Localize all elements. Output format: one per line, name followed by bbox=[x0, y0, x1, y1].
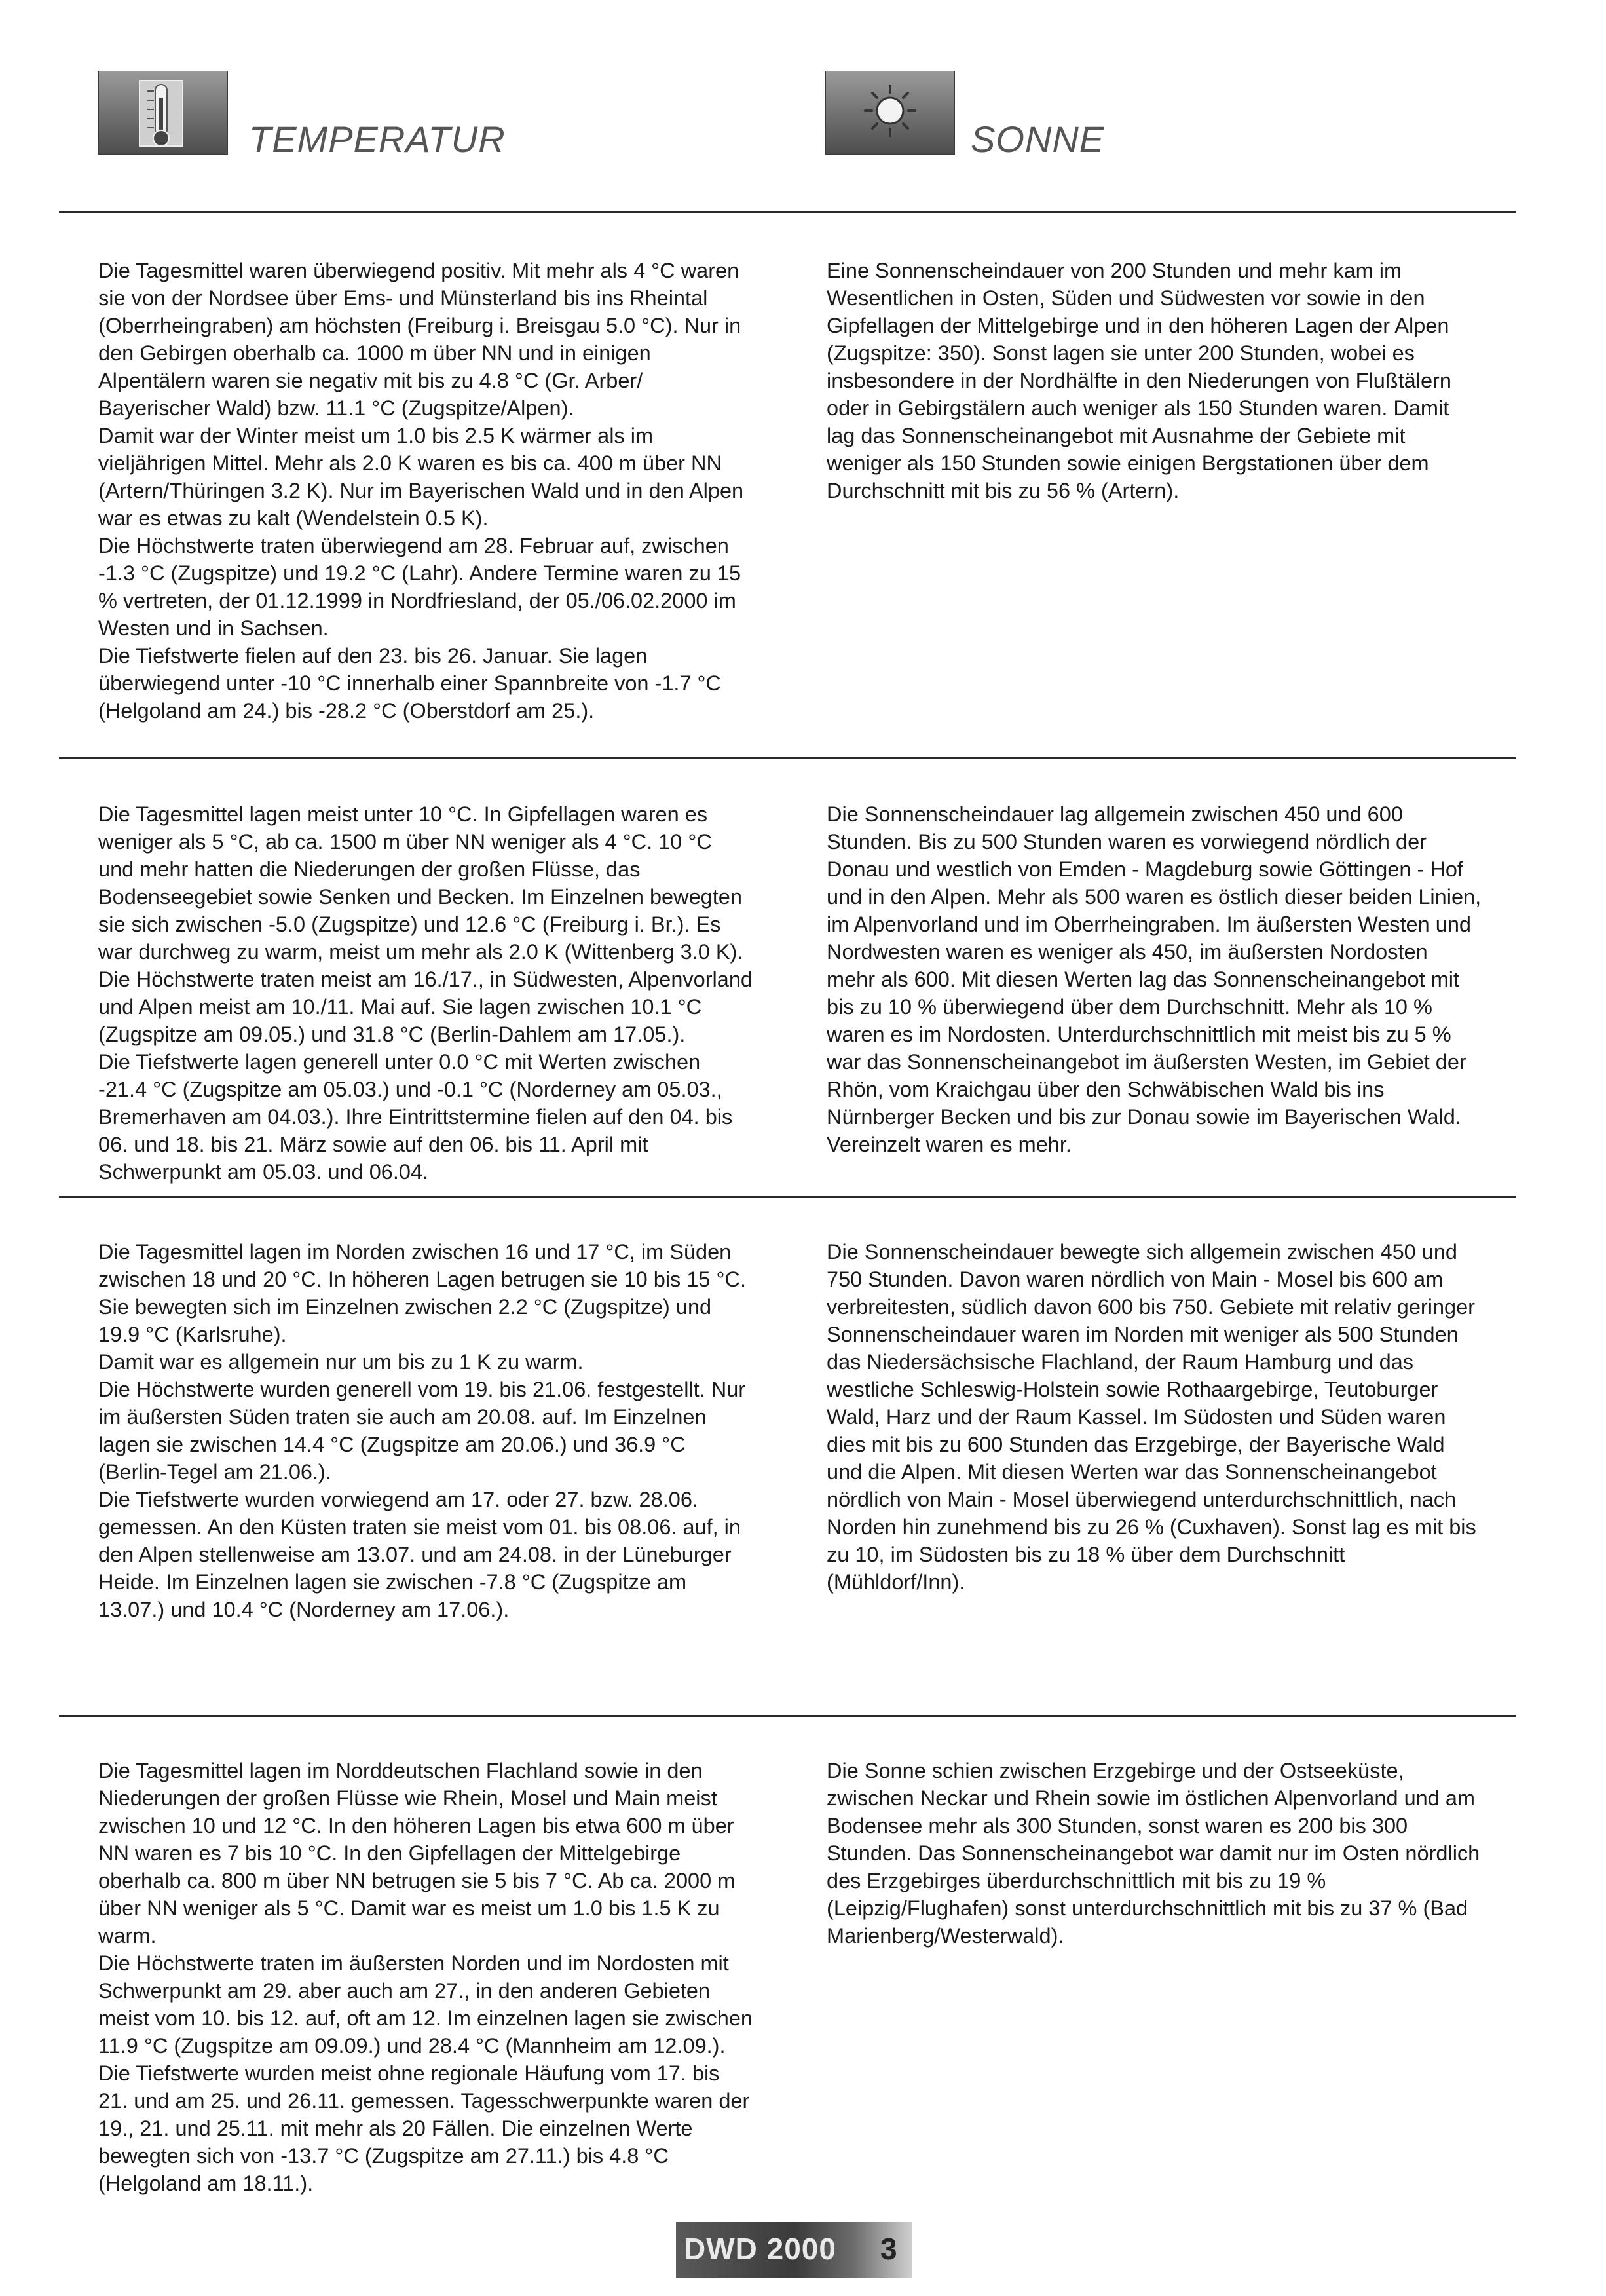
paragraph: Damit war es allgemein nur um bis zu 1 K zu warm. bbox=[98, 1350, 584, 1374]
temperature-text-2 bbox=[98, 800, 753, 1186]
sun-icon bbox=[825, 71, 955, 155]
paragraph: Die Tagesmittel waren überwiegend positiv. Mit mehr als 4 °C waren sie von der Nordsee über Ems- und Münsterland bis ins Rheintal (Oberrheingraben) am höchsten (Freiburg i. Breisgau 5.0 °C). Nur in den Gebirgen oberhalb ca. 1000 m über NN und in einigen Alpentälern waren sie negativ mit bis zu 4.8 °C (Gr. Arber/ Bayerischer Wald) bzw. 11.1 °C (Zugspitze/Alpen). bbox=[98, 259, 741, 420]
sun-text-1 bbox=[827, 257, 1482, 504]
paragraph: Die Tagesmittel lagen im Norden zwischen 16 und 17 °C, im Süden zwischen 18 und 20 °C. In höheren Lagen betrugen sie 10 bis 15 °C. Sie bewegten sich im Einzelnen zwischen 2.2 °C (Zugspitze) und 19.9 °C (Karlsruhe). bbox=[98, 1240, 747, 1346]
divider bbox=[59, 211, 1516, 213]
paragraph: Die Tiefstwerte wurden vorwiegend am 17. oder 27. bzw. 28.06. gemessen. An den Küsten traten sie meist vom 01. bis 08.06. auf, in den Alpen stellenweise am 13.07. und am 24.08. in der Lüneburger Heide. Im Einzelnen lagen sie zwischen -7.8 °C (Zugspitze am 13.07.) und 10.4 °C (Norderney am 17.06.). bbox=[98, 1488, 741, 1621]
paragraph: Die Sonnenscheindauer lag allgemein zwischen 450 und 600 Stunden. Bis zu 500 Stunden waren es vorwiegend nördlich der Donau und westlich von Emden - Magdeburg sowie Göttingen - Hof und in den Alpen. Mehr als 500 waren es östlich dieser beiden Linien, im Alpenvorland und im Oberrheingraben. Im äußersten Westen und Nordwesten waren es weniger als 450, im äußersten Nordosten mehr als 600. Mit diesen Werten lag das Sonnenscheinangebot mit bis zu 10 % überwiegend über dem Durchschnitt. Mehr als 10 % waren es im Nordosten. Unterdurchschnittlich mit meist bis zu 5 % war das Sonnenscheinangebot im äußersten Westen, im Gebiet der Rhön, vom Kraichgau über den Schwäbischen Wald bis ins Nürnberger Becken und bis zur Donau sowie im Bayerischen Wald. Vereinzelt waren es mehr. bbox=[827, 802, 1482, 1156]
temperature-text-3 bbox=[98, 1238, 753, 1623]
sun-text-2 bbox=[827, 800, 1482, 1158]
page-footer bbox=[676, 2222, 912, 2278]
sun-text-4 bbox=[827, 1757, 1482, 1949]
paragraph: Eine Sonnenscheindauer von 200 Stunden und mehr kam im Wesentlichen in Osten, Süden und Südwesten vor sowie in den Gipfellagen der Mittelgebirge und in den höheren Lagen der Alpen (Zugspitze: 350). Sonst lagen sie unter 200 Stunden, wobei es insbesondere in der Nordhälfte in den Niederungen von Flußtälern oder in Gebirgstälern auch weniger als 150 Stunden waren. Damit lag das Sonnenscheinangebot mit Ausnahme der Gebiete mit weniger als 150 Stunden sowie einigen Bergstationen über dem Durchschnitt mit bis zu 56 % (Artern). bbox=[827, 259, 1451, 502]
paragraph: Die Höchstwerte traten im äußersten Norden und im Nordosten mit Schwerpunkt am 29. aber auch am 27., in den anderen Gebieten meist vom 10. bis 12. auf, oft am 12. Im einzelnen lagen sie zwischen 11.9 °C (Zugspitze am 09.09.) und 28.4 °C (Mannheim am 12.09.). bbox=[98, 1951, 753, 2058]
thermometer-icon bbox=[98, 71, 228, 155]
sun-title: SONNE bbox=[971, 119, 1105, 160]
paragraph: Die Sonnenscheindauer bewegte sich allgemein zwischen 450 und 750 Stunden. Davon waren nördlich von Main - Mosel bis 600 am verbreitesten, südlich davon 600 bis 750. Gebiete mit relativ geringer Sonnenscheindauer waren im Norden mit weniger als 500 Stunden das Niedersächsische Flachland, der Raum Hamburg und das westliche Schleswig-Holstein sowie Rothaargebirge, Teutoburger Wald, Harz und der Raum Kassel. Im Südosten und Süden waren dies mit bis zu 600 Stunden das Erzgebirge, der Bayerische Wald und die Alpen. Mit diesen Werten war das Sonnenscheinangebot nördlich von Main - Mosel überwiegend unterdurchschnittlich, nach Norden hin zunehmend bis zu 26 % (Cuxhaven). Sonst lag es mit bis zu 10, im Südosten bis zu 18 % über dem Durchschnitt (Mühldorf/Inn). bbox=[827, 1240, 1476, 1594]
paragraph: Die Tiefstwerte lagen generell unter 0.0 °C mit Werten zwischen -21.4 °C (Zugspitze am 05.03.) und -0.1 °C (Norderney am 05.03., Bremerhaven am 04.03.). Ihre Eintrittstermine fielen auf den 04. bis 06. und 18. bis 21. März sowie auf den 06. bis 11. April mit Schwerpunkt am 05.03. und 06.04. bbox=[98, 1050, 733, 1184]
paragraph: Die Tiefstwerte wurden meist ohne regionale Häufung vom 17. bis 21. und am 25. und 26.11. gemessen. Tagesschwerpunkte waren der 19., 21. und 25.11. mit mehr als 20 Fällen. Die einzelnen Werte bewegten sich von -13.7 °C (Zugspitze am 27.11.) bis 4.8 °C (Helgoland am 18.11.). bbox=[98, 2061, 750, 2195]
paragraph: Die Höchstwerte traten überwiegend am 28. Februar auf, zwischen -1.3 °C (Zugspitze) und 19.2 °C (Lahr). Andere Termine waren zu 15 % vertreten, der 01.12.1999 in Nordfriesland, der 05./06.02.2000 im Westen und in Sachsen. bbox=[98, 534, 741, 640]
paragraph: Damit war der Winter meist um 1.0 bis 2.5 K wärmer als im vieljährigen Mittel. Mehr als 2.0 K waren es bis ca. 400 m über NN (Artern/Thüringen 3.2 K). Nur im Bayerischen Wald und in den Alpen war es etwas zu kalt (Wendelstein 0.5 K). bbox=[98, 424, 744, 530]
page-number: 3 bbox=[880, 2232, 897, 2266]
paragraph: Die Tagesmittel lagen meist unter 10 °C. In Gipfellagen waren es weniger als 5 °C, ab ca. 1500 m über NN weniger als 4 °C. 10 °C und mehr hatten die Niederungen der großen Flüsse, das Bodenseegebiet sowie Senken und Becken. Im Einzelnen bewegten sie sich zwischen -5.0 (Zugspitze) und 12.6 °C (Freiburg i. Br.). Es war durchweg zu warm, meist um mehr als 2.0 K (Wittenberg 3.0 K). bbox=[98, 802, 743, 964]
footer-label: DWD 2000 bbox=[684, 2232, 836, 2266]
temperature-text-4 bbox=[98, 1757, 753, 2197]
paragraph: Die Sonne schien zwischen Erzgebirge und der Ostseeküste, zwischen Neckar und Rhein sowie im östlichen Alpenvorland und am Bodensee mehr als 300 Stunden, sonst waren es 200 bis 300 Stunden. Das Sonnenscheinangebot war damit nur im Osten nördlich des Erzgebirges überdurchschnittlich mit bis zu 19 % (Leipzig/Flughafen) sonst unterdurchschnittlich mit bis zu 37 % (Bad Marienberg/Westerwald). bbox=[827, 1759, 1480, 1948]
sun-text-3 bbox=[827, 1238, 1482, 1596]
paragraph: Die Tiefstwerte fielen auf den 23. bis 26. Januar. Sie lagen überwiegend unter -10 °C innerhalb einer Spannbreite von -1.7 °C (Helgoland am 24.) bis -28.2 °C (Oberstdorf am 25.). bbox=[98, 644, 722, 723]
divider bbox=[59, 1715, 1516, 1717]
paragraph: Die Tagesmittel lagen im Norddeutschen Flachland sowie in den Niederungen der großen Flüsse wie Rhein, Mosel und Main meist zwischen 10 und 12 °C. In den höheren Lagen bis etwa 600 m über NN waren es 7 bis 10 °C. In den Gipfellagen der Mittelgebirge oberhalb ca. 800 m über NN betrugen sie 5 bis 7 °C. Ab ca. 2000 m über NN weniger als 5 °C. Damit war es meist um 1.0 bis 1.5 K zu warm. bbox=[98, 1759, 736, 1948]
temperature-text-1 bbox=[98, 257, 753, 725]
temperature-title: TEMPERATUR bbox=[249, 119, 506, 160]
divider bbox=[59, 1196, 1516, 1198]
divider bbox=[59, 757, 1516, 759]
paragraph: Die Höchstwerte wurden generell vom 19. bis 21.06. festgestellt. Nur im äußersten Süden traten sie auch am 20.08. auf. Im Einzelnen lagen sie zwischen 14.4 °C (Zugspitze am 20.06.) und 36.9 °C (Berlin-Tegel am 21.06.). bbox=[98, 1378, 746, 1484]
paragraph: Die Höchstwerte traten meist am 16./17., in Südwesten, Alpenvorland und Alpen meist am 10./11. Mai auf. Sie lagen zwischen 10.1 °C (Zugspitze am 09.05.) und 31.8 °C (Berlin-Dahlem am 17.05.). bbox=[98, 968, 753, 1046]
